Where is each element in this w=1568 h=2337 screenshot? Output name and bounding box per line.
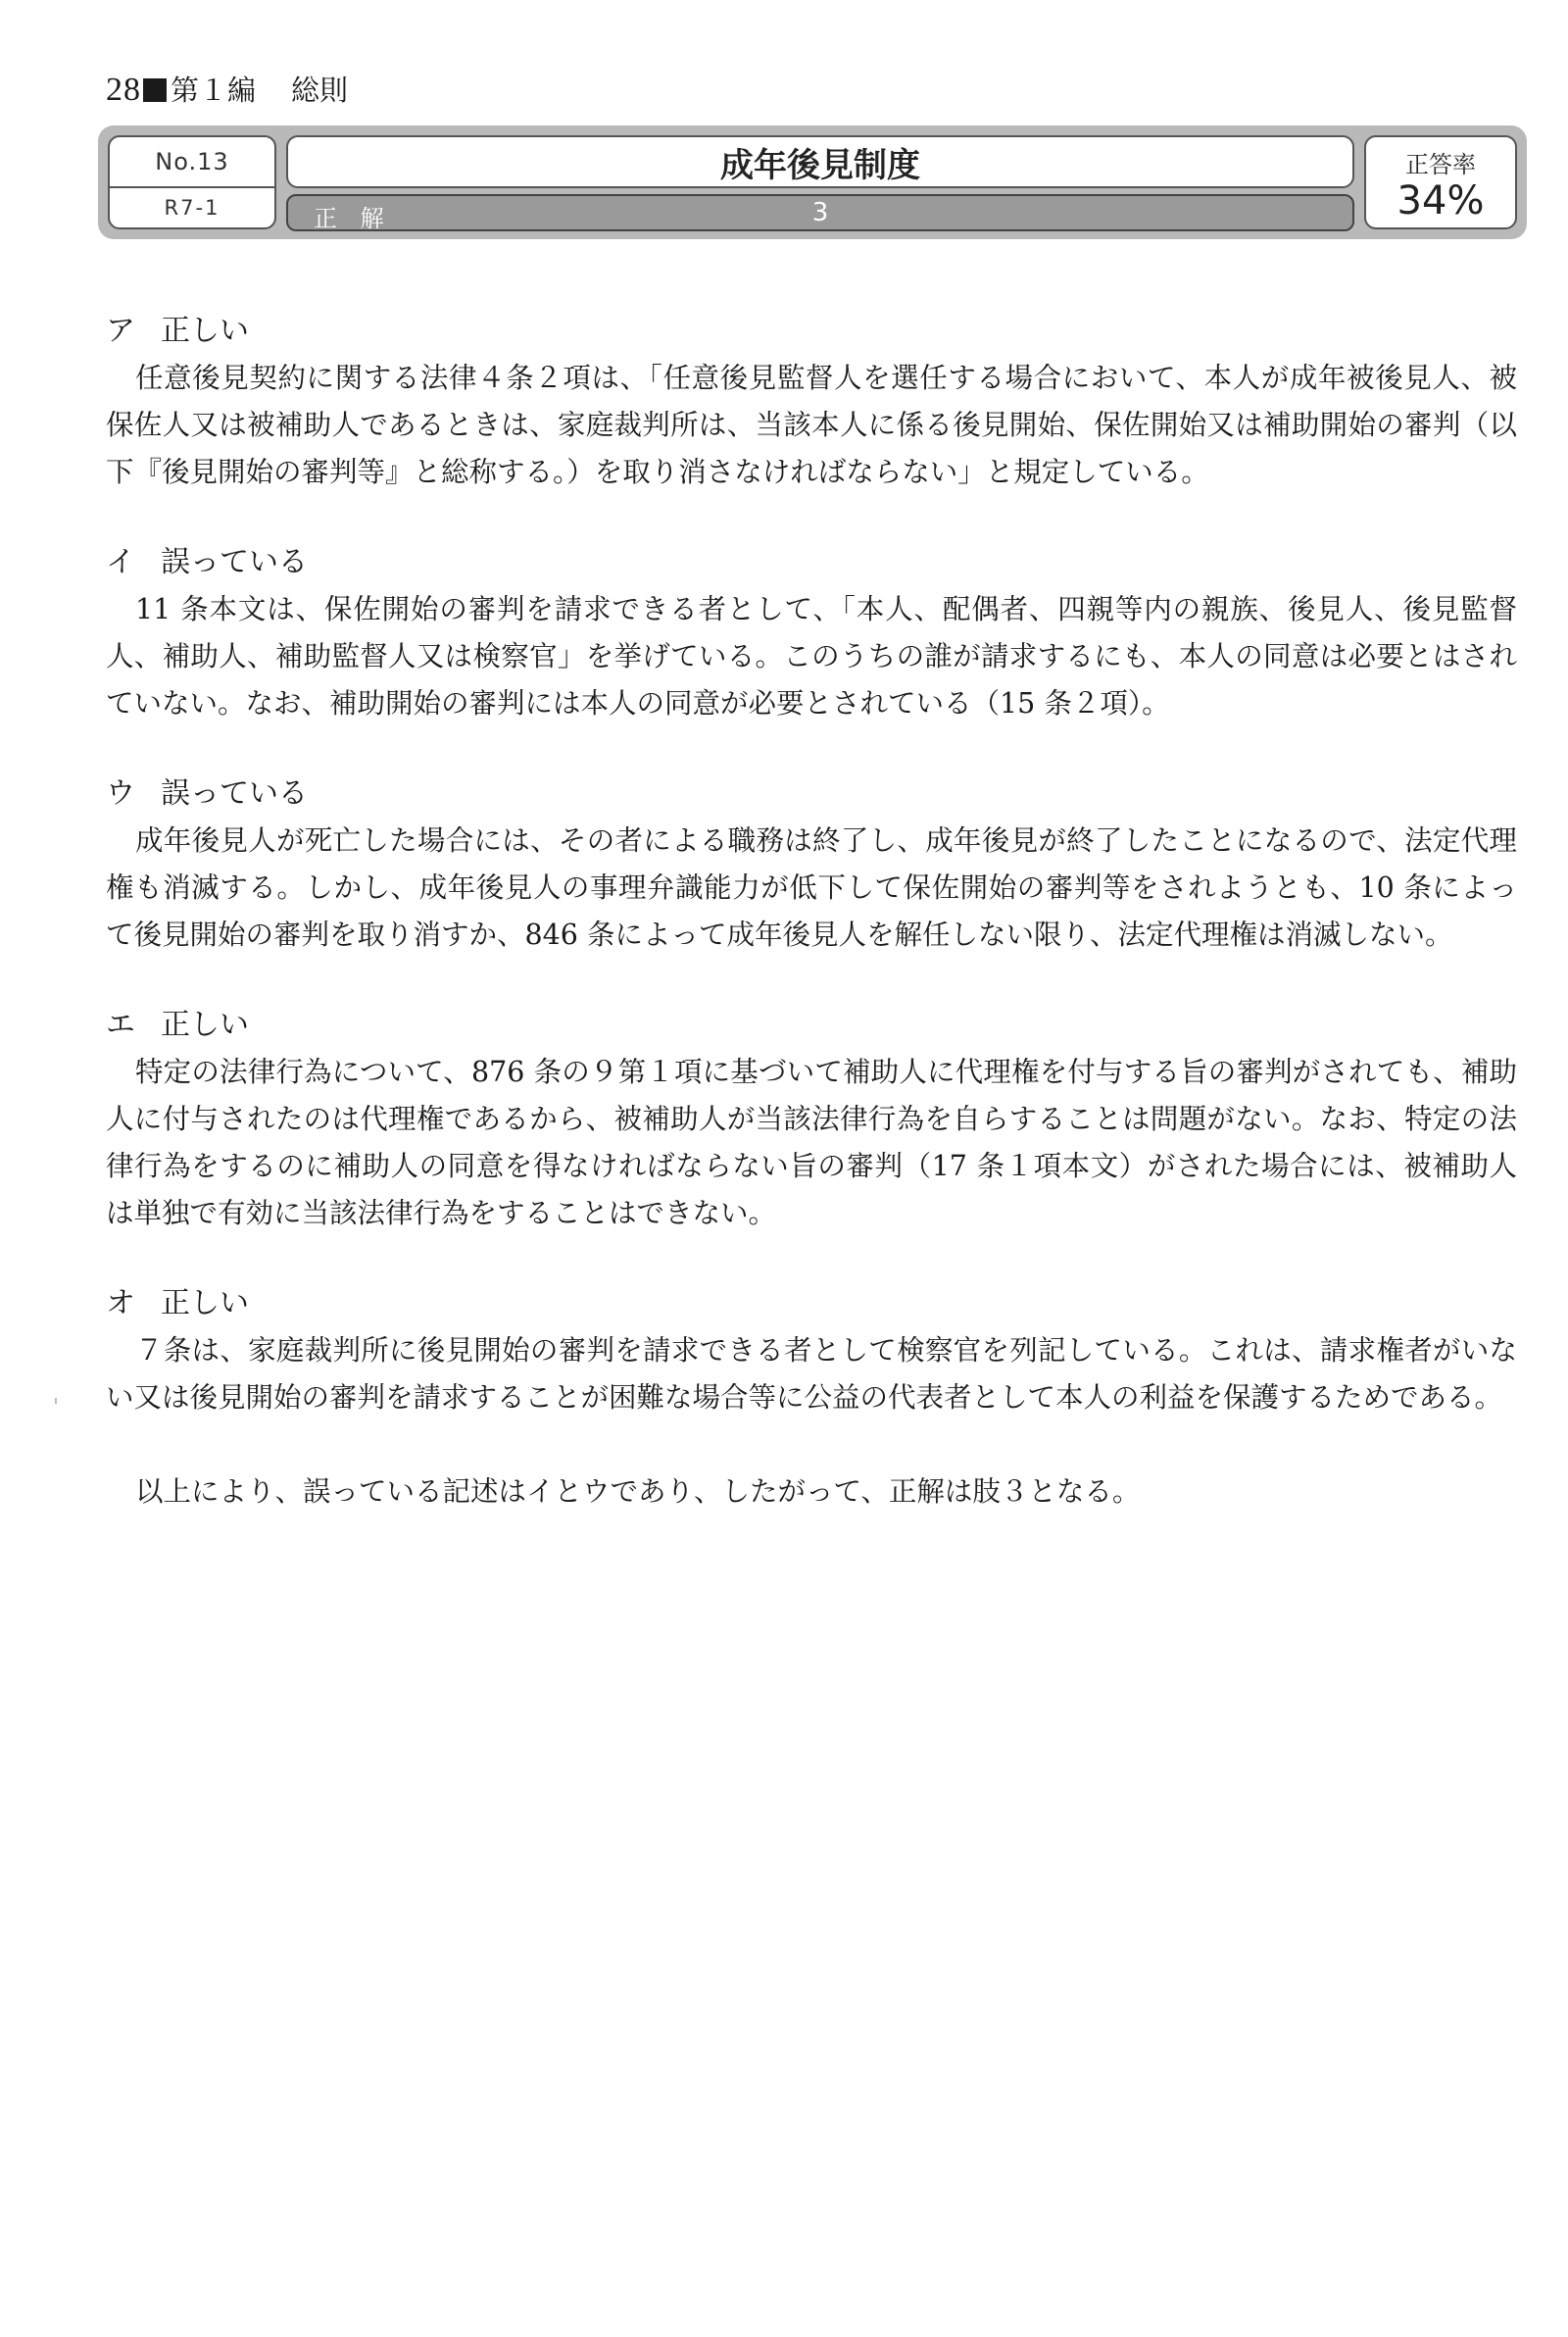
margin-tick — [55, 1398, 57, 1404]
section-verdict: 正しい — [161, 314, 249, 348]
section-text: 11 条本文は、保佐開始の審判を請求できる者として、「本人、配偶者、四親等内の親族、後見人、後見監督人、補助人、補助監督人又は検察官」を挙げている。このうちの誰が請求するにも、本人の同意は必要とはされていない。なお、補助開始の審判には本人の同意が必要とされている（15 条２項）。 — [106, 593, 1517, 720]
section-verdict: 誤っている — [161, 545, 308, 579]
explanation-section-u — [106, 774, 1517, 959]
section-text: 任意後見契約に関する法律４条２項は、「任意後見監督人を選任する場合において、本人が成年被後見人、被保佐人又は被補助人であるときは、家庭裁判所は、当該本人に係る後見開始、保佐開始又は補助開始の審判（以下『後見開始の審判等』と総称する。）を取り消さなければならない」と規定している。 — [106, 362, 1517, 488]
answer-value: 3 — [811, 198, 829, 227]
section-verdict: 誤っている — [161, 776, 308, 811]
running-head — [106, 69, 348, 112]
section-text: ７条は、家庭裁判所に後見開始の審判を請求できる者として検察官を列記している。これは、請求権者がいない又は後見開始の審判を請求することが困難な場合等に公益の代表者として本人の利益を保護するためである。 — [106, 1334, 1517, 1414]
section-verdict: 正しい — [161, 1008, 249, 1042]
answer-label: 正 解 — [314, 205, 392, 232]
section-heading — [106, 1284, 1517, 1323]
explanation-section-o — [106, 1284, 1517, 1421]
explanation-section-a — [106, 312, 1517, 496]
section-marker: ウ — [106, 776, 135, 811]
section-marker: イ — [106, 545, 135, 579]
conclusion-text: 以上により、誤っている記述はイとウであり、したがって、正解は肢３となる。 — [135, 1475, 1141, 1508]
question-number-cell — [108, 135, 276, 229]
section-marker: オ — [106, 1286, 135, 1320]
explanation-section-e — [106, 1006, 1517, 1237]
question-title: 成年後見制度 — [286, 135, 1354, 188]
section-heading — [106, 543, 1517, 582]
exam-code: R7-1 — [164, 196, 220, 220]
square-mark-icon — [143, 78, 167, 102]
question-number: No.13 — [110, 137, 274, 188]
answer-bar — [286, 194, 1354, 231]
section-marker: エ — [106, 1008, 135, 1042]
section-heading — [106, 1006, 1517, 1045]
section-text: 成年後見人が死亡した場合には、その者による職務は終了し、成年後見が終了したことになるので、法定代理権も消滅する。しかし、成年後見人の事理弁識能力が低下して保佐開始の審判等をされようとも、10 条によって後見開始の審判を取り消すか、846 条によって成年後見人を解任しない限り、法定代理権は消滅しない。 — [106, 824, 1517, 951]
correct-rate-cell — [1364, 135, 1517, 229]
chapter-label: 総則 — [291, 73, 349, 107]
section-heading — [106, 774, 1517, 814]
question-header — [98, 125, 1527, 239]
section-text: 特定の法律行為について、876 条の９第１項に基づいて補助人に代理権を付与する旨の審判がされても、補助人に付与されたのは代理権であるから、被補助人が当該法律行為を自らすることは問題がない。なお、特定の法律行為をするのに補助人の同意を得なければならない旨の審判（17 条１項本文）がされた場合には、被補助人は単独で有効に当該法律行為をすることはできない。 — [106, 1056, 1517, 1229]
explanation-section-i — [106, 543, 1517, 727]
correct-rate-value: 34% — [1396, 178, 1485, 224]
section-verdict: 正しい — [161, 1286, 249, 1320]
section-heading — [106, 312, 1517, 351]
correct-rate-label: 正答率 — [1405, 151, 1476, 178]
section-marker: ア — [106, 314, 135, 348]
page-number: 28 — [106, 72, 141, 108]
explanation-body — [106, 312, 1517, 1544]
part-label: 第１編 — [171, 73, 257, 107]
